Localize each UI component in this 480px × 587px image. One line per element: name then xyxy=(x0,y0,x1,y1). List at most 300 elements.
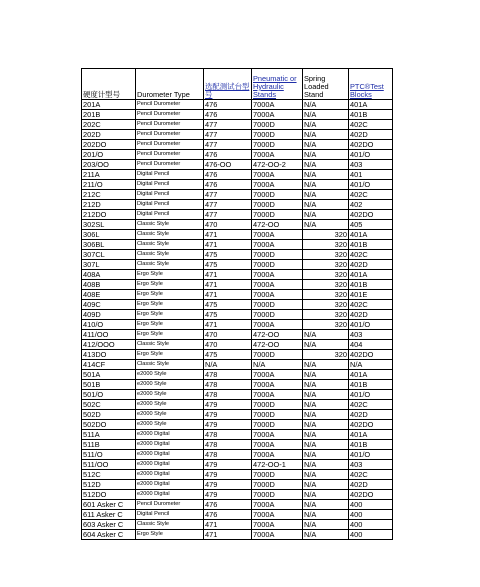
spring-stand-cell: N/A xyxy=(303,380,349,390)
test-stand-cell: 470 xyxy=(204,220,252,230)
test-stand-cell: 479 xyxy=(204,490,252,500)
table-row xyxy=(82,120,393,130)
spring-stand-cell: N/A xyxy=(303,130,349,140)
spring-stand-cell: N/A xyxy=(303,520,349,530)
model-cell: 501A xyxy=(82,370,136,380)
table-row xyxy=(82,110,393,120)
model-cell: 502C xyxy=(82,400,136,410)
model-cell: 201/O xyxy=(82,150,136,160)
pneumatic-stand-cell: 7000A xyxy=(252,110,303,120)
pneumatic-stand-cell: 7000A xyxy=(252,320,303,330)
test-stand-cell: 478 xyxy=(204,440,252,450)
table-row xyxy=(82,360,393,370)
durometer-type-cell: Classic Style xyxy=(136,260,204,270)
table-row xyxy=(82,170,393,180)
test-stand-cell: 475 xyxy=(204,350,252,360)
test-stand-cell: 475 xyxy=(204,300,252,310)
spring-stand-cell: N/A xyxy=(303,370,349,380)
test-block-cell: 402DO xyxy=(349,420,393,430)
test-stand-cell: 471 xyxy=(204,290,252,300)
durometer-type-cell: Digital Pencil xyxy=(136,210,204,220)
test-block-cell: 402D xyxy=(349,130,393,140)
table-body xyxy=(82,100,393,540)
model-cell: 202DO xyxy=(82,140,136,150)
spring-stand-cell: 320 xyxy=(303,270,349,280)
pneumatic-stand-cell: N/A xyxy=(252,360,303,370)
model-cell: 601 Asker C xyxy=(82,500,136,510)
model-cell: 604 Asker C xyxy=(82,530,136,540)
durometer-type-cell: e2000 Digital xyxy=(136,440,204,450)
model-cell: 611 Asker C xyxy=(82,510,136,520)
table-row xyxy=(82,330,393,340)
pneumatic-stand-cell: 7000D xyxy=(252,310,303,320)
table-row xyxy=(82,440,393,450)
spring-stand-cell: N/A xyxy=(303,140,349,150)
spring-stand-cell: N/A xyxy=(303,340,349,350)
durometer-type-cell: Digital Pencil xyxy=(136,170,204,180)
test-stand-cell: 479 xyxy=(204,470,252,480)
test-stand-cell: 478 xyxy=(204,390,252,400)
table-row xyxy=(82,150,393,160)
pneumatic-stand-cell: 472-OO xyxy=(252,220,303,230)
test-stand-cell: 475 xyxy=(204,310,252,320)
test-block-cell: 401/O xyxy=(349,150,393,160)
durometer-type-cell: Pencil Durometer xyxy=(136,120,204,130)
pneumatic-stand-cell: 472-OO-1 xyxy=(252,460,303,470)
table-row xyxy=(82,210,393,220)
durometer-type-cell: Ergo Style xyxy=(136,320,204,330)
test-block-cell: 401/O xyxy=(349,390,393,400)
spring-stand-cell: N/A xyxy=(303,490,349,500)
pneumatic-stand-cell: 7000A xyxy=(252,380,303,390)
model-cell: 409D xyxy=(82,310,136,320)
test-stand-cell: 477 xyxy=(204,210,252,220)
spring-stand-cell: N/A xyxy=(303,460,349,470)
test-block-cell: 402C xyxy=(349,190,393,200)
test-block-cell: 401A xyxy=(349,430,393,440)
spring-stand-cell: N/A xyxy=(303,360,349,370)
test-block-cell: 402C xyxy=(349,300,393,310)
spring-stand-cell: N/A xyxy=(303,200,349,210)
test-block-cell: 401B xyxy=(349,440,393,450)
durometer-stand-table xyxy=(81,68,393,540)
test-stand-cell: 477 xyxy=(204,190,252,200)
durometer-type-cell: Ergo Style xyxy=(136,300,204,310)
test-block-cell: 402D xyxy=(349,410,393,420)
test-stand-cell: 476 xyxy=(204,110,252,120)
table-row xyxy=(82,510,393,520)
test-stand-cell: 477 xyxy=(204,140,252,150)
durometer-type-cell: Pencil Durometer xyxy=(136,150,204,160)
pneumatic-stand-cell: 7000D xyxy=(252,420,303,430)
durometer-type-cell: Digital Pencil xyxy=(136,200,204,210)
table-row xyxy=(82,460,393,470)
pneumatic-stand-cell: 7000D xyxy=(252,470,303,480)
table-row xyxy=(82,250,393,260)
table-row xyxy=(82,480,393,490)
pneumatic-stand-cell: 7000D xyxy=(252,410,303,420)
durometer-type-cell: e2000 Style xyxy=(136,370,204,380)
model-cell: 414CF xyxy=(82,360,136,370)
durometer-type-cell: e2000 Digital xyxy=(136,460,204,470)
model-cell: 502D xyxy=(82,410,136,420)
durometer-type-cell: Digital Pencil xyxy=(136,180,204,190)
model-cell: 603 Asker C xyxy=(82,520,136,530)
test-block-cell: 402D xyxy=(349,310,393,320)
durometer-type-cell: e2000 Style xyxy=(136,410,204,420)
pneumatic-stand-cell: 7000A xyxy=(252,150,303,160)
test-stand-cell: 478 xyxy=(204,450,252,460)
durometer-type-cell: e2000 Style xyxy=(136,420,204,430)
test-stand-cell: 476 xyxy=(204,180,252,190)
model-cell: 302SL xyxy=(82,220,136,230)
test-block-cell: 401B xyxy=(349,380,393,390)
test-block-cell: 402DO xyxy=(349,210,393,220)
model-cell: 511B xyxy=(82,440,136,450)
header-model: 硬度计型号 xyxy=(82,69,136,100)
durometer-type-cell: Pencil Durometer xyxy=(136,110,204,120)
model-cell: 212DO xyxy=(82,210,136,220)
test-stand-cell: 476 xyxy=(204,150,252,160)
test-block-cell: N/A xyxy=(349,360,393,370)
test-stand-cell: 477 xyxy=(204,130,252,140)
durometer-type-cell: Ergo Style xyxy=(136,290,204,300)
test-block-cell: 402 xyxy=(349,200,393,210)
test-block-cell: 401A xyxy=(349,230,393,240)
test-stand-cell: 476 xyxy=(204,100,252,110)
durometer-type-cell: e2000 Style xyxy=(136,390,204,400)
test-block-cell: 401A xyxy=(349,370,393,380)
test-block-cell: 402C xyxy=(349,250,393,260)
durometer-type-cell: e2000 Style xyxy=(136,400,204,410)
header-spring-loaded-stand: Spring Loaded Stand xyxy=(303,69,349,100)
test-stand-cell: 478 xyxy=(204,380,252,390)
test-block-cell: 400 xyxy=(349,520,393,530)
model-cell: 408B xyxy=(82,280,136,290)
pneumatic-stand-cell: 7000D xyxy=(252,190,303,200)
table-row xyxy=(82,470,393,480)
durometer-type-cell: e2000 Digital xyxy=(136,470,204,480)
pneumatic-stand-cell: 7000A xyxy=(252,530,303,540)
pneumatic-stand-cell: 7000D xyxy=(252,350,303,360)
test-block-cell: 401/O xyxy=(349,320,393,330)
test-block-cell: 401B xyxy=(349,110,393,120)
test-stand-cell: 471 xyxy=(204,320,252,330)
model-cell: 307L xyxy=(82,260,136,270)
test-block-cell: 402D xyxy=(349,260,393,270)
test-stand-cell: 479 xyxy=(204,460,252,470)
spring-stand-cell: N/A xyxy=(303,470,349,480)
table-row xyxy=(82,380,393,390)
spring-stand-cell: 320 xyxy=(303,300,349,310)
test-stand-cell: 475 xyxy=(204,250,252,260)
table-row xyxy=(82,390,393,400)
spring-stand-cell: N/A xyxy=(303,450,349,460)
spring-stand-cell: N/A xyxy=(303,180,349,190)
durometer-type-cell: Pencil Durometer xyxy=(136,500,204,510)
spring-stand-cell: N/A xyxy=(303,430,349,440)
test-stand-cell: 479 xyxy=(204,480,252,490)
table-header-row xyxy=(82,69,393,100)
test-block-cell: 401B xyxy=(349,280,393,290)
spring-stand-cell: N/A xyxy=(303,500,349,510)
model-cell: 512D xyxy=(82,480,136,490)
test-stand-cell: 478 xyxy=(204,370,252,380)
test-stand-cell: 471 xyxy=(204,270,252,280)
durometer-type-cell: Classic Style xyxy=(136,360,204,370)
test-block-cell: 402DO xyxy=(349,350,393,360)
test-stand-cell: 476-OO xyxy=(204,160,252,170)
pneumatic-stand-cell: 472-OO-2 xyxy=(252,160,303,170)
table-row xyxy=(82,190,393,200)
durometer-type-cell: Digital Pencil xyxy=(136,190,204,200)
spring-stand-cell: N/A xyxy=(303,480,349,490)
spring-stand-cell: 320 xyxy=(303,250,349,260)
pneumatic-stand-cell: 7000A xyxy=(252,430,303,440)
test-stand-cell: 477 xyxy=(204,200,252,210)
table-row xyxy=(82,160,393,170)
model-cell: 408E xyxy=(82,290,136,300)
table-row xyxy=(82,290,393,300)
table-row xyxy=(82,370,393,380)
durometer-type-cell: Ergo Style xyxy=(136,310,204,320)
test-block-cell: 403 xyxy=(349,160,393,170)
spring-stand-cell: N/A xyxy=(303,170,349,180)
test-block-cell: 402C xyxy=(349,400,393,410)
spring-stand-cell: N/A xyxy=(303,160,349,170)
header-durometer-type: Durometer Type xyxy=(136,69,204,100)
pneumatic-stand-cell: 7000A xyxy=(252,240,303,250)
model-cell: 211/O xyxy=(82,180,136,190)
table-row xyxy=(82,320,393,330)
model-cell: 201B xyxy=(82,110,136,120)
durometer-type-cell: Pencil Durometer xyxy=(136,130,204,140)
model-cell: 409C xyxy=(82,300,136,310)
model-cell: 212C xyxy=(82,190,136,200)
model-cell: 201A xyxy=(82,100,136,110)
durometer-type-cell: e2000 Digital xyxy=(136,430,204,440)
table-row xyxy=(82,100,393,110)
model-cell: 512C xyxy=(82,470,136,480)
pneumatic-stand-cell: 7000A xyxy=(252,270,303,280)
durometer-type-cell: Classic Style xyxy=(136,520,204,530)
spring-stand-cell: 320 xyxy=(303,280,349,290)
test-block-cell: 400 xyxy=(349,500,393,510)
model-cell: 412/OOO xyxy=(82,340,136,350)
pneumatic-stand-cell: 472-OO xyxy=(252,330,303,340)
spring-stand-cell: N/A xyxy=(303,530,349,540)
table-row xyxy=(82,270,393,280)
table-row xyxy=(82,260,393,270)
durometer-type-cell: Pencil Durometer xyxy=(136,160,204,170)
durometer-type-cell: Classic Style xyxy=(136,230,204,240)
spring-stand-cell: N/A xyxy=(303,330,349,340)
model-cell: 306L xyxy=(82,230,136,240)
test-stand-cell: 476 xyxy=(204,510,252,520)
test-block-cell: 402C xyxy=(349,120,393,130)
test-block-cell: 401E xyxy=(349,290,393,300)
pneumatic-stand-cell: 7000A xyxy=(252,230,303,240)
pneumatic-stand-cell: 7000D xyxy=(252,250,303,260)
model-cell: 511/O xyxy=(82,450,136,460)
test-stand-cell: 471 xyxy=(204,240,252,250)
test-block-cell: 401A xyxy=(349,100,393,110)
test-stand-cell: 477 xyxy=(204,120,252,130)
table-row xyxy=(82,450,393,460)
pneumatic-stand-cell: 7000D xyxy=(252,140,303,150)
pneumatic-stand-cell: 7000D xyxy=(252,480,303,490)
table-row xyxy=(82,400,393,410)
spring-stand-cell: N/A xyxy=(303,190,349,200)
pneumatic-stand-cell: 7000A xyxy=(252,500,303,510)
spring-stand-cell: 320 xyxy=(303,260,349,270)
spring-stand-cell: N/A xyxy=(303,400,349,410)
table-row xyxy=(82,130,393,140)
test-block-cell: 401/O xyxy=(349,450,393,460)
table-row xyxy=(82,410,393,420)
model-cell: 202D xyxy=(82,130,136,140)
model-cell: 203/OO xyxy=(82,160,136,170)
model-cell: 511A xyxy=(82,430,136,440)
test-block-cell: 403 xyxy=(349,460,393,470)
pneumatic-stand-cell: 7000A xyxy=(252,170,303,180)
pneumatic-stand-cell: 7000A xyxy=(252,390,303,400)
spring-stand-cell: N/A xyxy=(303,210,349,220)
model-cell: 413DO xyxy=(82,350,136,360)
header-ptc-test-blocks[interactable]: PTC®Test Blocks xyxy=(349,69,393,100)
model-cell: 410/O xyxy=(82,320,136,330)
durometer-type-cell: Ergo Style xyxy=(136,530,204,540)
test-block-cell: 405 xyxy=(349,220,393,230)
spring-stand-cell: 320 xyxy=(303,290,349,300)
spring-stand-cell: N/A xyxy=(303,150,349,160)
table-row xyxy=(82,220,393,230)
pneumatic-stand-cell: 7000A xyxy=(252,440,303,450)
durometer-type-cell: Pencil Durometer xyxy=(136,100,204,110)
test-block-cell: 401A xyxy=(349,270,393,280)
test-stand-cell: 478 xyxy=(204,430,252,440)
durometer-type-cell: e2000 Digital xyxy=(136,480,204,490)
pneumatic-stand-cell: 7000A xyxy=(252,520,303,530)
table-row xyxy=(82,340,393,350)
test-stand-cell: 475 xyxy=(204,260,252,270)
test-stand-cell: 471 xyxy=(204,230,252,240)
test-block-cell: 402C xyxy=(349,470,393,480)
spring-stand-cell: 320 xyxy=(303,350,349,360)
spring-stand-cell: N/A xyxy=(303,220,349,230)
header-test-stand-model[interactable]: 选配测试台型号 xyxy=(204,69,252,100)
pneumatic-stand-cell: 7000D xyxy=(252,130,303,140)
table-row xyxy=(82,280,393,290)
model-cell: 411/OO xyxy=(82,330,136,340)
pneumatic-stand-cell: 7000D xyxy=(252,210,303,220)
pneumatic-stand-cell: 7000D xyxy=(252,300,303,310)
test-block-cell: 400 xyxy=(349,530,393,540)
model-cell: 512DO xyxy=(82,490,136,500)
model-cell: 212D xyxy=(82,200,136,210)
spring-stand-cell: N/A xyxy=(303,440,349,450)
test-block-cell: 401/O xyxy=(349,180,393,190)
spring-stand-cell: N/A xyxy=(303,120,349,130)
test-stand-cell: 479 xyxy=(204,420,252,430)
spring-stand-cell: 320 xyxy=(303,240,349,250)
pneumatic-stand-cell: 7000A xyxy=(252,450,303,460)
durometer-type-cell: Classic Style xyxy=(136,250,204,260)
model-cell: 306BL xyxy=(82,240,136,250)
test-block-cell: 402DO xyxy=(349,140,393,150)
spring-stand-cell: 320 xyxy=(303,310,349,320)
spring-stand-cell: N/A xyxy=(303,390,349,400)
pneumatic-stand-cell: 7000A xyxy=(252,280,303,290)
pneumatic-stand-cell: 7000A xyxy=(252,370,303,380)
durometer-type-cell: e2000 Digital xyxy=(136,450,204,460)
pneumatic-stand-cell: 7000D xyxy=(252,120,303,130)
test-stand-cell: 471 xyxy=(204,530,252,540)
durometer-type-cell: Ergo Style xyxy=(136,350,204,360)
table-row xyxy=(82,350,393,360)
model-cell: 511/OO xyxy=(82,460,136,470)
table-row xyxy=(82,500,393,510)
model-cell: 408A xyxy=(82,270,136,280)
pneumatic-stand-cell: 7000D xyxy=(252,490,303,500)
pneumatic-stand-cell: 7000A xyxy=(252,510,303,520)
spring-stand-cell: 320 xyxy=(303,230,349,240)
table-row xyxy=(82,180,393,190)
pneumatic-stand-cell: 7000D xyxy=(252,260,303,270)
model-cell: 211A xyxy=(82,170,136,180)
test-block-cell: 401 xyxy=(349,170,393,180)
table-row xyxy=(82,230,393,240)
durometer-type-cell: Classic Style xyxy=(136,340,204,350)
pneumatic-stand-cell: 7000D xyxy=(252,400,303,410)
test-block-cell: 403 xyxy=(349,330,393,340)
pneumatic-stand-cell: 7000A xyxy=(252,290,303,300)
spring-stand-cell: N/A xyxy=(303,510,349,520)
table-row xyxy=(82,430,393,440)
header-pneumatic-stands[interactable]: Pneumatic or Hydraulic Stands xyxy=(252,69,303,100)
spring-stand-cell: N/A xyxy=(303,420,349,430)
test-stand-cell: 479 xyxy=(204,400,252,410)
durometer-type-cell: Digital Pencil xyxy=(136,510,204,520)
test-stand-cell: 479 xyxy=(204,410,252,420)
pneumatic-stand-cell: 472-OO xyxy=(252,340,303,350)
durometer-type-cell: Classic Style xyxy=(136,220,204,230)
test-stand-cell: 471 xyxy=(204,280,252,290)
pneumatic-stand-cell: 7000A xyxy=(252,100,303,110)
test-block-cell: 402DO xyxy=(349,490,393,500)
test-block-cell: 401B xyxy=(349,240,393,250)
test-stand-cell: 476 xyxy=(204,170,252,180)
table-row xyxy=(82,490,393,500)
table-row xyxy=(82,140,393,150)
table-row xyxy=(82,520,393,530)
durometer-type-cell: Classic Style xyxy=(136,240,204,250)
table-row xyxy=(82,240,393,250)
table-row xyxy=(82,420,393,430)
test-block-cell: 404 xyxy=(349,340,393,350)
spring-stand-cell: 320 xyxy=(303,320,349,330)
pneumatic-stand-cell: 7000D xyxy=(252,200,303,210)
durometer-type-cell: Ergo Style xyxy=(136,330,204,340)
model-cell: 202C xyxy=(82,120,136,130)
durometer-type-cell: Ergo Style xyxy=(136,280,204,290)
durometer-type-cell: Pencil Durometer xyxy=(136,140,204,150)
model-cell: 501/O xyxy=(82,390,136,400)
test-stand-cell: 471 xyxy=(204,520,252,530)
test-block-cell: 400 xyxy=(349,510,393,520)
table-row xyxy=(82,530,393,540)
table-row xyxy=(82,310,393,320)
